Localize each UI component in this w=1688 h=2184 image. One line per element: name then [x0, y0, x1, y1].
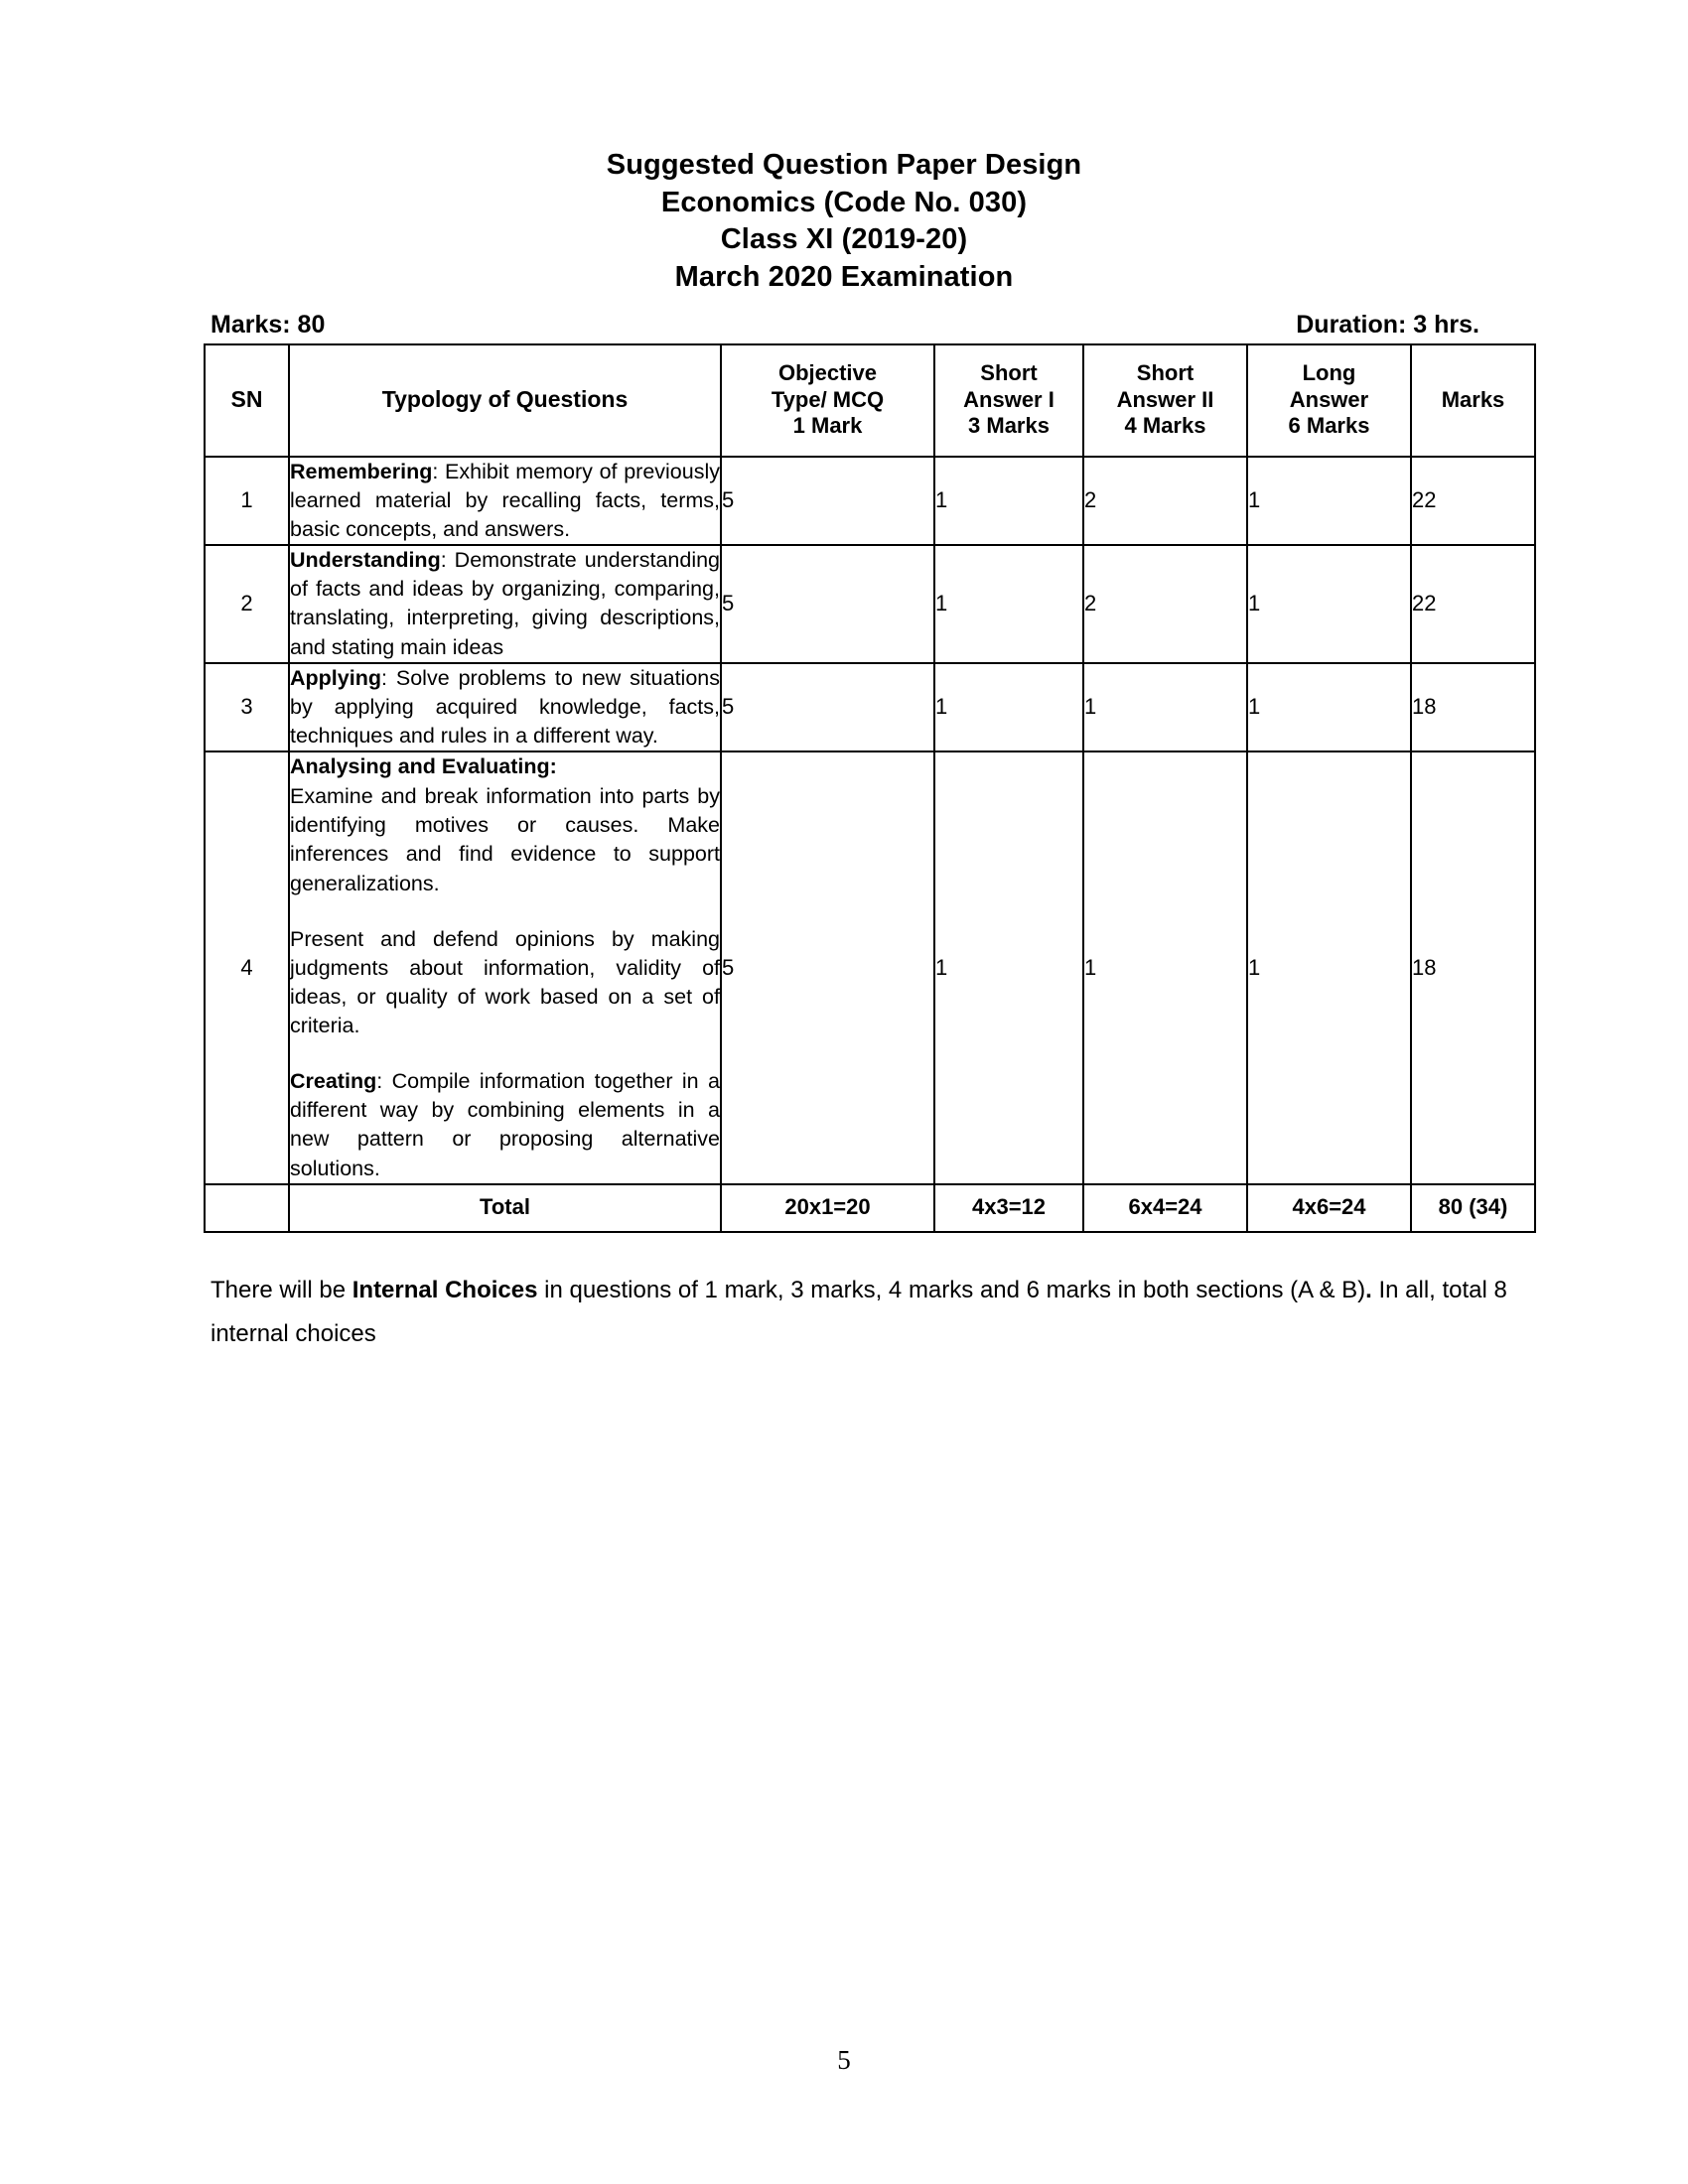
- row-short-answer-2-count: 1: [1083, 663, 1247, 751]
- column-header-sn: SN: [205, 344, 289, 457]
- row-short-answer-1-count: 1: [934, 751, 1083, 1184]
- total-row-long-answer: 4x6=24: [1247, 1184, 1411, 1232]
- column-header-sa1-line-2: Answer I: [963, 386, 1055, 412]
- page-number: 5: [837, 2045, 851, 2075]
- row-short-answer-1-count: 1: [934, 663, 1083, 751]
- table-row: [205, 751, 1535, 1184]
- total-row-sn-blank: [205, 1184, 289, 1232]
- column-header-objective-line-3: 1 Mark: [792, 412, 863, 438]
- internal-choices-note: [0, 1233, 1688, 1357]
- row-typology-description: [289, 457, 721, 545]
- column-header-objective-line-2: Type/ MCQ: [771, 386, 885, 412]
- row-short-answer-2-count: 2: [1083, 545, 1247, 663]
- column-header-objective-line-1: Objective: [777, 360, 878, 386]
- total-row-marks: 80 (34): [1411, 1184, 1535, 1232]
- row-typology-lead: Remembering: [290, 459, 433, 483]
- row-typology-text: Demonstrate understanding of facts and ideas by organizing, comparing, translating, interpreting, giving descriptions, and stating main ideas: [290, 548, 721, 659]
- row-sn: 3: [205, 663, 289, 751]
- table-total-row: [205, 1184, 1535, 1232]
- row-typology-description: [289, 545, 721, 663]
- page-title-line-1: Suggested Question Paper Design: [606, 149, 1082, 181]
- page-title-block: [0, 0, 1688, 297]
- row-short-answer-2-count: 2: [1083, 457, 1247, 545]
- row-sn: 2: [205, 545, 289, 663]
- duration-label: Duration: 3 hrs.: [1296, 310, 1479, 339]
- row-typology-lead-separator: :: [432, 459, 446, 483]
- row-objective-count: 5: [721, 751, 934, 1184]
- column-header-short-answer-2: [1083, 344, 1247, 457]
- row-total-marks: 22: [1411, 457, 1535, 545]
- note-bold-period: .: [1365, 1276, 1372, 1303]
- row-typology-text: Exhibit memory of previously learned material by recalling facts, terms, basic concepts, and answers.: [290, 459, 720, 541]
- total-row-short-answer-2: 6x4=24: [1083, 1184, 1247, 1232]
- question-paper-design-table-wrap: [0, 343, 1688, 1233]
- row-sn: 1: [205, 457, 289, 545]
- row-typology-paragraph-3: Compile information together in a different way by combining elements in a new pattern or proposing alternative solutions.: [290, 1069, 720, 1180]
- total-marks-label: Marks: 80: [211, 310, 326, 339]
- row-typology-paragraph-2: Present and defend opinions by making judgments about information, validity of ideas, or quality of work based on a set of criteria.: [290, 926, 720, 1037]
- page-title-line-3: Class XI (2019-20): [720, 223, 968, 256]
- total-row-objective: 20x1=20: [721, 1184, 934, 1232]
- column-header-sa2-line-3: 4 Marks: [1124, 412, 1206, 438]
- column-header-long-answer: [1247, 344, 1411, 457]
- page-title-line-2: Economics (Code No. 030): [660, 186, 1028, 218]
- table-row: [205, 545, 1535, 663]
- table-header-row: [205, 344, 1535, 457]
- row-typology-lead: Understanding: [290, 548, 441, 573]
- column-header-la-line-3: 6 Marks: [1288, 412, 1370, 438]
- total-row-label: Total: [289, 1184, 721, 1232]
- row-short-answer-2-count: 1: [1083, 751, 1247, 1184]
- row-typology-text: Solve problems to new situations by applying acquired knowledge, facts, techniques and rules in a different way.: [290, 665, 720, 748]
- row-short-answer-1-count: 1: [934, 545, 1083, 663]
- column-header-typology: Typology of Questions: [289, 344, 721, 457]
- column-header-la-line-1: Long: [1302, 360, 1356, 386]
- column-header-marks: Marks: [1411, 344, 1535, 457]
- column-header-sa1-line-1: Short: [980, 360, 1038, 386]
- column-header-sa2-line-1: Short: [1136, 360, 1195, 386]
- row-typology-paragraph-3-separator: :: [376, 1069, 392, 1094]
- row-typology-paragraph-1: Examine and break information into parts by identifying motives or causes. Make inferences and find evidence to support generalizations.: [290, 784, 720, 895]
- page-title-line-4: March 2020 Examination: [674, 261, 1014, 294]
- row-long-answer-count: 1: [1247, 457, 1411, 545]
- row-objective-count: 5: [721, 663, 934, 751]
- row-objective-count: 5: [721, 457, 934, 545]
- row-typology-lead-separator: :: [380, 665, 396, 690]
- note-bold-internal-choices: Internal Choices: [352, 1276, 538, 1303]
- column-header-la-line-2: Answer: [1289, 386, 1369, 412]
- column-header-short-answer-1: [934, 344, 1083, 457]
- row-typology-lead: Applying: [290, 665, 381, 690]
- row-typology-description: [289, 751, 721, 1184]
- row-objective-count: 5: [721, 545, 934, 663]
- question-paper-design-table: [204, 343, 1536, 1233]
- row-typology-heading: Analysing and Evaluating:: [290, 754, 557, 778]
- note-part-1: There will be: [211, 1276, 352, 1303]
- row-typology-lead-separator: :: [440, 548, 455, 573]
- row-long-answer-count: 1: [1247, 663, 1411, 751]
- note-part-2: in questions of 1 mark, 3 marks, 4 marks and 6 marks in both sections (A & B): [537, 1276, 1366, 1303]
- table-row: [205, 663, 1535, 751]
- column-header-objective-mcq: [721, 344, 934, 457]
- exam-meta-row: [0, 311, 1688, 340]
- row-long-answer-count: 1: [1247, 751, 1411, 1184]
- note-part-3: In all, total 8 internal choices: [211, 1276, 1507, 1348]
- total-row-short-answer-1: 4x3=12: [934, 1184, 1083, 1232]
- table-row: [205, 457, 1535, 545]
- row-typology-description: [289, 663, 721, 751]
- row-total-marks: 18: [1411, 751, 1535, 1184]
- column-header-sa1-line-3: 3 Marks: [968, 412, 1050, 438]
- row-long-answer-count: 1: [1247, 545, 1411, 663]
- row-total-marks: 18: [1411, 663, 1535, 751]
- column-header-sa2-line-2: Answer II: [1116, 386, 1214, 412]
- row-short-answer-1-count: 1: [934, 457, 1083, 545]
- row-total-marks: 22: [1411, 545, 1535, 663]
- row-sn: 4: [205, 751, 289, 1184]
- row-typology-paragraph-3-lead: Creating: [290, 1069, 377, 1094]
